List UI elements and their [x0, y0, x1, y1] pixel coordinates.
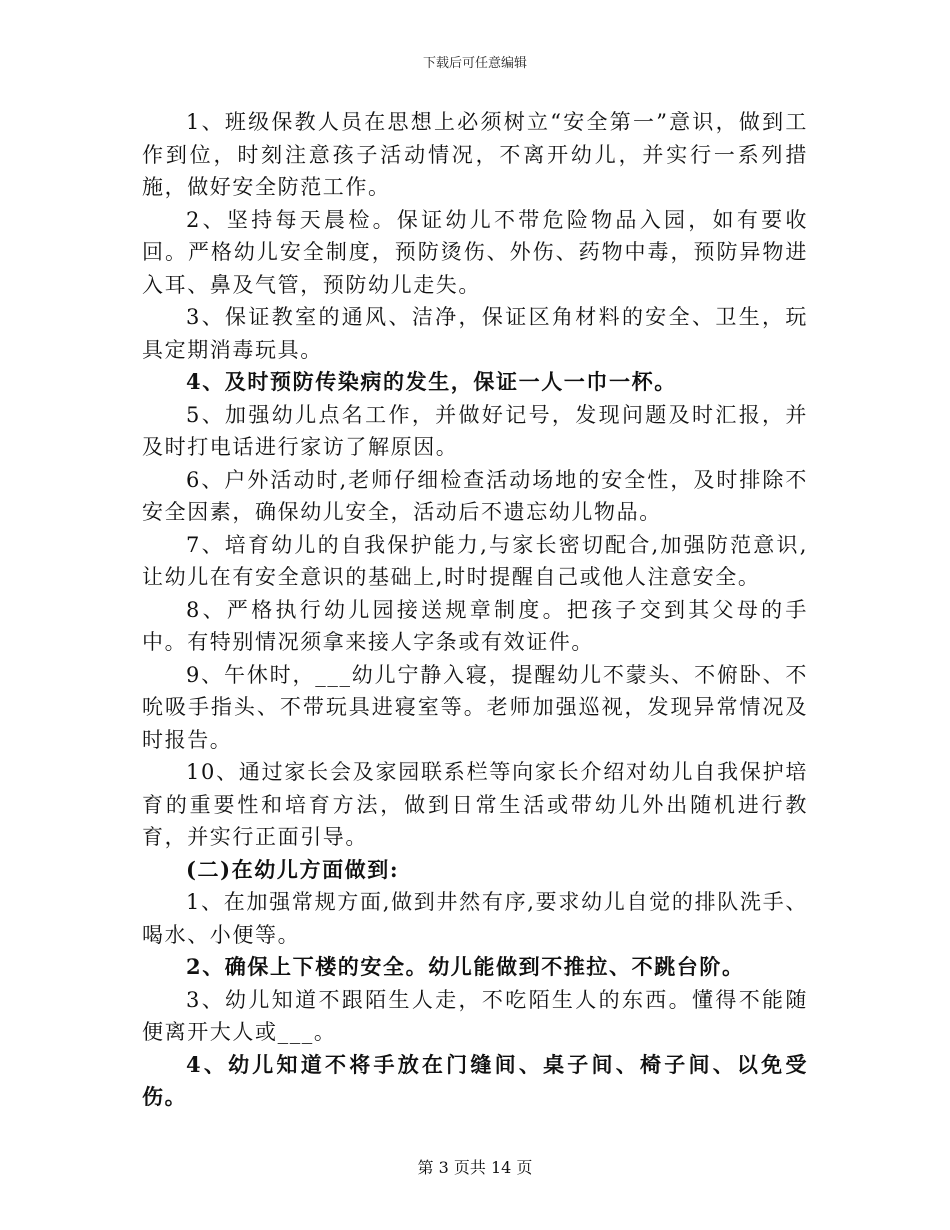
paragraph: 5、加强幼儿点名工作，并做好记号，发现问题及时汇报，并及时打电话进行家访了解原因。 [142, 402, 808, 459]
paragraph: 8、严格执行幼儿园接送规章制度。把孩子交到其父母的手中。有特别情况须拿来接人字条或有效证件。 [142, 597, 808, 654]
page-header-note: 下载后可任意编辑 [422, 56, 527, 71]
paragraph: 6、户外活动时,老师仔细检查活动场地的安全性，及时排除不安全因素，确保幼儿安全，活动后不遗忘幼儿物品。 [142, 467, 808, 524]
paragraph: 1、在加强常规方面,做到井然有序,要求幼儿自觉的排队洗手、喝水、小便等。 [142, 890, 808, 947]
paragraph: 3、幼儿知道不跟陌生人走，不吃陌生人的东西。懂得不能随便离开大人或___。 [142, 987, 808, 1044]
document-body [142, 106, 808, 1114]
paragraph: 7、培育幼儿的自我保护能力,与家长密切配合,加强防范意识,让幼儿在有安全意识的基础上,时时提醒自己或他人注意安全。 [142, 532, 808, 589]
paragraph: 3、保证教室的通风、洁净，保证区角材料的安全、卫生，玩具定期消毒玩具。 [142, 305, 808, 362]
paragraph: 9、午休时，___幼儿宁静入寝，提醒幼儿不蒙头、不俯卧、不吮吸手指头、不带玩具进寝室等。老师加强巡视，发现异常情况及时报告。 [142, 662, 808, 752]
paragraph-bold: 4、幼儿知道不将手放在门缝间、桌子间、椅子间、以免受伤。 [142, 1051, 808, 1109]
section-heading: (二)在幼儿方面做到: [186, 856, 400, 882]
page-number: 第 3 页共 14 页 [417, 1158, 533, 1177]
paragraph: 1、班级保教人员在思想上必须树立“安全第一”意识，做到工作到位，时刻注意孩子活动情况，不离开幼儿，并实行一系列措施，做好安全防范工作。 [142, 110, 808, 199]
paragraph-bold: 2、确保上下楼的安全。幼儿能做到不推拉、不跳台阶。 [186, 954, 745, 979]
paragraph: 10、通过家长会及家园联系栏等向家长介绍对幼儿自我保护培育的重要性和培育方法，做到日常生活或带幼儿外出随机进行教育，并实行正面引导。 [142, 760, 808, 849]
paragraph-bold: 4、及时预防传染病的发生，保证一人一巾一杯。 [186, 369, 677, 394]
paragraph: 2、坚持每天晨检。保证幼儿不带危险物品入园，如有要收回。严格幼儿安全制度，预防烫伤、外伤、药物中毒，预防异物进入耳、鼻及气管，预防幼儿走失。 [142, 207, 808, 297]
